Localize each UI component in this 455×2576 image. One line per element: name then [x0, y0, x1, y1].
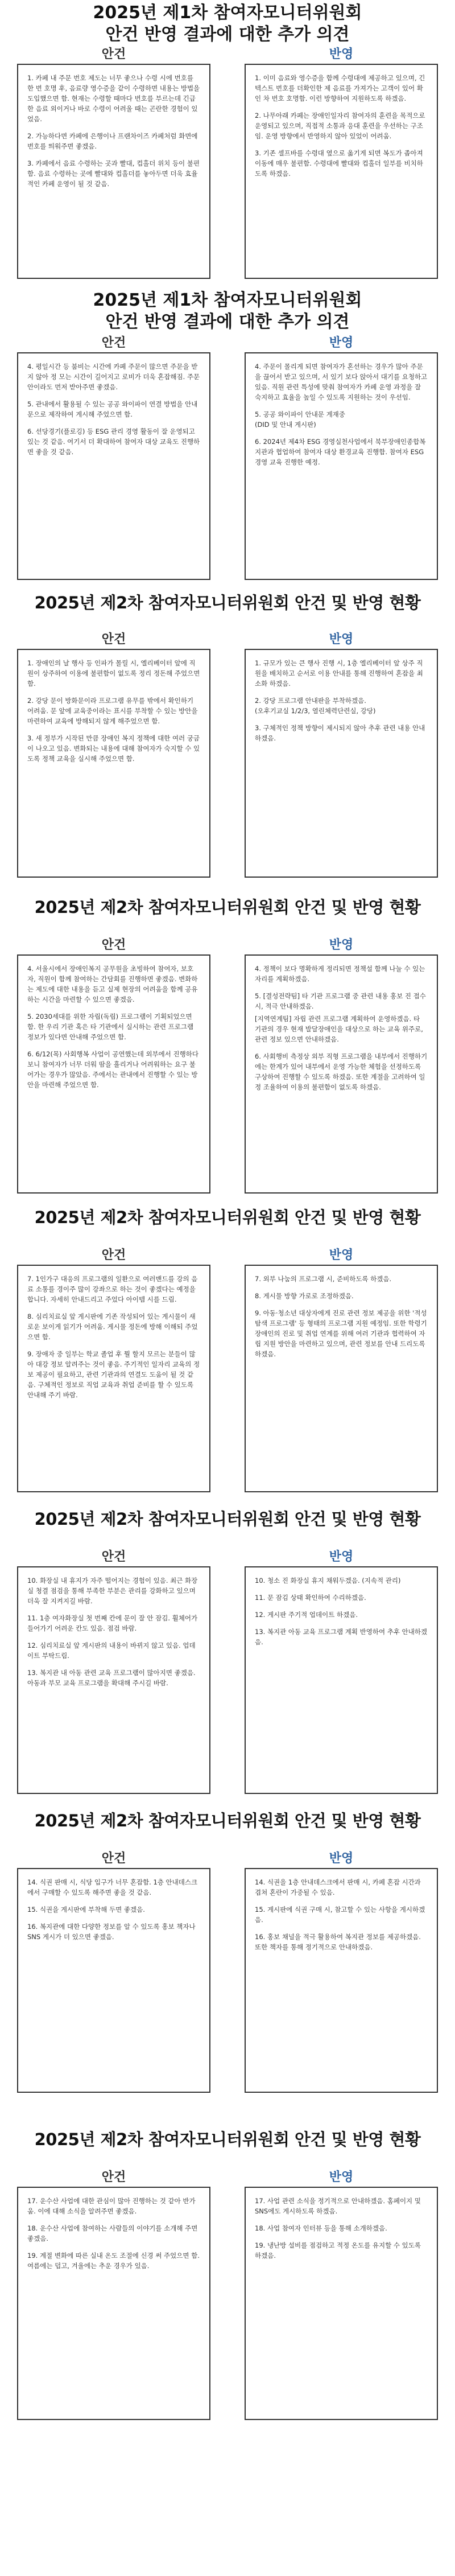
reflection-header: 반영	[329, 938, 354, 952]
reflection-header: 반영	[329, 1248, 354, 1262]
agenda-item: 4. 평일시간 등 붐비는 시간에 카페 주문이 많으면 주문을 받지 않아 정 모는 시간이 길어지고 로비가 더욱 혼잡해짐. 주문안이라도 먼저 받아주면 좋겠음.	[27, 363, 200, 391]
reflection-box	[245, 64, 438, 279]
agenda-item: 3. 카페에서 음료 수령하는 곳과 빨대, 컵홀더 위치 등이 불편함. 음료 수령하는 곳에 빨대와 컵홀더를 놓아두면 더욱 효율적인 카페 운영이 될 것 같음.	[27, 159, 200, 188]
agenda-item: 14. 식권 판매 시, 식당 입구가 너무 혼잡함. 1층 안내데스크에서 구매할 수 있도록 해주면 좋을 것 같음.	[27, 1878, 198, 1896]
reflection-header: 반영	[329, 1851, 354, 1866]
agenda-item: 12. 심리치료실 앞 게시판의 내용이 바뀌지 않고 있음. 업데이트 부탁드림.	[27, 1641, 196, 1660]
reflection-item: 16. 홍보 채널을 적극 활용하여 복지관 정보를 제공하겠음. 또한 책자를 통해 정기적으로 안내하겠음.	[255, 1933, 421, 1951]
reflection-item: 18. 사업 참여자 인터뷰 등을 통해 소개하겠음.	[255, 2224, 387, 2232]
agenda-item: 4. 서울시에서 장애인복지 공무원을 초빙하여 참여자, 보호자, 직원이 함께 참여하는 간담회를 진행하면 좋겠음. 변화하는 제도에 대한 내용을 듣고 실제 현장의 어려움을 함께 공유하는 시간을 마련할 수 있으면 좋겠음.	[27, 965, 198, 1003]
section-title: 2025년 제2차 참여자모니터위원회 안건 및 반영 현황	[34, 593, 421, 612]
agenda-item: 19. 계절 변화에 따른 실내 온도 조절에 신경 써 주었으면 함. 여름에는 덥고, 겨울에는 추운 경우가 있음.	[27, 2252, 200, 2270]
reflection-item: 11. 문 잠김 상태 확인하여 수리하겠음.	[255, 1594, 366, 1602]
reflection-item: [지역연계팀] 자립 관련 프로그램 계획하여 운영하겠음. 타 기관의 경우 현재 발달장애인을 대상으로 하는 교육 위주로, 관련 정보 있으면 안내하겠음.	[255, 1015, 423, 1043]
agenda-header: 안건	[101, 336, 126, 350]
agenda-item: 5. 관내에서 활용될 수 있는 공공 와이파이 연결 방법을 안내문으로 제작하여 게시해 주었으면 함.	[27, 400, 198, 418]
agenda-item: 1. 장애인의 날 행사 등 인파가 몰릴 시, 엘리베이터 앞에 직원이 상주하여 이용에 불편함이 없도록 정리 정돈해 주었으면 함.	[27, 659, 200, 688]
reflection-item: 6. 2024년 제4차 ESG 경영실천사업에서 북부장애인종합복지관과 협업하여 참여자 대상 환경교육 진행함. 참여자 ESG 경영 교육 진행한 예정.	[255, 438, 426, 466]
agenda-header: 안건	[101, 2170, 126, 2184]
agenda-item: 18. 운수산 사업에 참여하는 사람들의 이야기를 소개해 주면 좋겠음.	[27, 2224, 198, 2242]
reflection-item: 2. 강당 프로그램 안내판을 부착하겠음.	[255, 697, 366, 705]
section-title	[0, 290, 455, 333]
agenda-item: 16. 복지관에 대한 다양한 정보를 알 수 있도록 홍보 책자나 SNS 게시가 더 있으면 좋겠음.	[27, 1923, 196, 1941]
title-line-2: 안건 반영 결과에 대한 추가 의견	[105, 312, 350, 332]
agenda-item: 13. 복지관 내 아동 관련 교육 프로그램이 많아지면 좋겠음. 아동과 부모 교육 프로그램을 확대해 주시길 바람.	[27, 1669, 196, 1687]
reflection-item: 8. 게시물 방향 가로로 조정하겠음.	[255, 1292, 354, 1300]
agenda-item: 6. 6/12(목) 사회행복 사업이 공연했는데 외부에서 진행하다보니 참여자가 너무 더워 땀을 흘리거나 어려워하는 요구 불어가는 경우가 많았음. 주에서는 관내에서 진행할 수 있는 방안을 마련해 주었으면 함.	[27, 1050, 198, 1089]
reflection-box	[245, 649, 438, 878]
agenda-box	[17, 352, 210, 580]
agenda-item: 15. 식권을 게시판에 부착해 두면 좋겠음.	[27, 1906, 145, 1914]
reflection-item: 2. 나무아래 카페는 장애인일자리 참여자의 훈련을 목적으로 운영되고 있으며, 직접적 소통과 응대 훈련을 우선하는 구조임. 운영 방향에서 반영하지 않아 있었이 어려움.	[255, 112, 425, 140]
agenda-box	[17, 954, 210, 1194]
reflection-item: 17. 사업 관련 소식을 정기적으로 안내하겠음. 홈페이지 및 SNS에도 게시하도록 하겠음.	[255, 2197, 421, 2215]
reflection-item: (오후기교실 1/2/3, 열린체력단련실, 강당)	[255, 707, 376, 715]
reflection-header: 반영	[329, 47, 354, 61]
reflection-item: (DID 및 안내 게시판)	[255, 421, 316, 429]
reflection-header: 반영	[329, 1550, 354, 1564]
agenda-item: 2. 강당 문이 방화문이라 프로그램 유무를 밖에서 확인하기 어려움. 문 앞에 교육중이라는 표시를 부착할 수 있는 방안을 마련하여 교육에 방해되지 않게 해주었으면 함.	[27, 697, 198, 725]
agenda-header: 안건	[101, 938, 126, 952]
agenda-item: 17. 운수산 사업에 대한 관심이 많아 진행하는 것 같아 반가움. 이에 대해 소식을 알려주면 좋겠음.	[27, 2197, 196, 2215]
agenda-header: 안건	[101, 1550, 126, 1564]
agenda-box	[17, 64, 210, 279]
section-title: 2025년 제2차 참여자모니터위원회 안건 및 반영 현황	[34, 2130, 421, 2149]
agenda-item: 9. 장애자 중 일부는 학교 졸업 후 뭘 할지 모르는 분들이 많아 대강 정보 알려주는 것이 좋음. 주기적인 일자리 교육의 정보 제공이 필요하고, 관련 기관과의 연결도 도움이 될 것 같음. 구체적인 정보로 직업 교육과 취업 준비를 할 수 있도록 안내해 주기 바람.	[27, 1350, 200, 1399]
reflection-item: 4. 주문이 몰리게 되면 참여자가 혼선하는 경우가 많아 주문을 끊어서 받고 있으며, 서 있기 보다 앉아서 대기를 요청하고 있음. 직원 관련 특성에 맞춰 참여자가 카페 운영 과정을 잘 숙지하고 효율을 높일 수 있도록 지원하는 것이 우선임.	[255, 363, 428, 401]
reflection-header: 반영	[329, 632, 354, 647]
reflection-item: 9. 아동·청소년 대상자에게 진로 관련 정보 제공을 위한 '적성 탐색 프로그램' 등 형태의 프로그램 지원 예정임. 또한 학령기 장애인의 진로 및 취업 연계를 위해 여러 기관과 협력하여 자립 지원 방안을 마련하고 있으며, 관련 정보를 안내 드리도록 하겠음.	[255, 1309, 427, 1358]
reflection-item: 12. 게시판 주기적 업데이트 하겠음.	[255, 1611, 358, 1619]
reflection-item: 3. 기존 셀프바를 수령대 옆으로 옮기게 되면 복도가 좁아져 이동에 매우 불편함. 수령대에 빨대와 컵홀더 일부를 비치하도록 하겠음.	[255, 149, 423, 178]
reflection-box	[245, 1265, 438, 1492]
reflection-item: 13. 복지관 아동 교육 프로그램 계획 반영하여 추후 안내하겠음.	[255, 1628, 428, 1646]
reflection-item: 15. 게시판에 식권 구매 시, 참고할 수 있는 사항을 게시하겠음.	[255, 1906, 425, 1924]
section-title: 2025년 제2차 참여자모니터위원회 안건 및 반영 현황	[34, 1509, 421, 1529]
reflection-item: 19. 냉난방 설비를 점검하고 적정 온도를 유지할 수 있도록 하겠음.	[255, 2241, 421, 2260]
reflection-box	[245, 352, 438, 580]
agenda-item: 1. 카페 내 주문 번호 제도는 너무 좋으나 수령 시에 번호를 한 번 호명 후, 음료량 영수증을 같이 수령하면 내용는 방법을 도입했으면 함. 현재는 수령할 때마다 번호를 부르는데 긴급한 음료 외이거나 바로 수령이 어려울 때는 곤란한 경험이 있었음.	[27, 74, 200, 123]
reflection-box	[245, 1566, 438, 1794]
agenda-box	[17, 1265, 210, 1492]
section-title: 2025년 제2차 참여자모니터위원회 안건 및 반영 현황	[34, 1208, 421, 1227]
agenda-item: 11. 1층 여자화장실 첫 번째 칸에 문이 잘 안 잠김. 휠체어가 들어가기 어려운 칸도 있음. 점검 바람.	[27, 1614, 198, 1632]
reflection-box	[245, 2187, 438, 2420]
agenda-header: 안건	[101, 1248, 126, 1262]
agenda-item: 8. 심리치료실 앞 게시판에 기존 작성되어 있는 게시물이 새로운 보이게 읽기가 어려움. 게시물 정돈에 방해 이해되 주었으면 함.	[27, 1312, 198, 1341]
agenda-item: 5. 2030세대를 위한 자립(독립) 프로그램이 기획되었으면 함. 한 우리 기관 혹은 타 기관에서 실시하는 관련 프로그램 정보가 있다면 안내해 주었으면 함.	[27, 1013, 194, 1041]
reflection-box	[245, 954, 438, 1194]
reflection-box	[245, 1868, 438, 2093]
title-line-2: 안건 반영 결과에 대한 추가 의견	[105, 24, 350, 44]
reflection-item: 3. 구체적인 정책 방향이 제시되지 않아 추후 관련 내용 안내하겠음.	[255, 724, 425, 742]
title-line-1: 2025년 제1차 참여자모니터위원회	[93, 3, 362, 23]
reflection-item: 5. 공공 와이파이 안내문 게재중	[255, 410, 345, 418]
agenda-item: 10. 화장실 내 휴지가 자주 떨어지는 경험이 있음. 최근 화장실 청결 점검을 통해 부족한 부분은 관리를 강화하고 있으며 더욱 잘 지켜지길 바람.	[27, 1577, 198, 1605]
reflection-item: 7. 외부 나눔의 프로그램 시, 준비하도록 하겠음.	[255, 1275, 392, 1283]
title-line-1: 2025년 제1차 참여자모니터위원회	[93, 290, 362, 310]
reflection-item: 1. 규모가 있는 큰 행사 진행 시, 1층 엘리베이터 앞 상주 직원을 배치하고 순서로 이용 안내를 통해 진행하여 혼잡을 최소화 하겠음.	[255, 659, 423, 688]
section-title: 2025년 제2차 참여자모니터위원회 안건 및 반영 현황	[34, 1811, 421, 1830]
agenda-header: 안건	[101, 632, 126, 647]
reflection-header: 반영	[329, 336, 354, 350]
reflection-item: 5. [결성전략팀] 타 기관 프로그램 중 관련 내용 홍보 진 접수 시, 적극 안내하겠음.	[255, 992, 426, 1010]
reflection-item: 14. 식권을 1층 안내데스크에서 판매 시, 카페 혼잡 시간과 겹쳐 혼란이 가중될 수 있음.	[255, 1878, 421, 1896]
agenda-box	[17, 2187, 210, 2420]
reflection-item: 1. 이미 음료와 영수증을 함께 수령대에 제공하고 있으며, 긴 텍스트 번호를 더확인한 제 음료를 가져가는 고객이 있어 확인 차 번호 호명함. 이런 방향하여 지원하도록 하겠음.	[255, 74, 425, 102]
section-title: 2025년 제2차 참여자모니터위원회 안건 및 반영 현황	[34, 898, 421, 917]
reflection-header: 반영	[329, 2170, 354, 2184]
agenda-item: 2. 가능하다면 카페에 은행이나 프랜차이즈 카페처럼 화면에 번호를 띄워주면 좋겠음.	[27, 132, 198, 150]
agenda-header: 안건	[101, 47, 126, 61]
agenda-item: 6. 선당경기(플로깅) 등 ESG 관리 경영 활동이 잘 운영되고 있는 것 같음. 여기서 더 확대하여 참여자 대상 교육도 진행하면 좋을 것 같음.	[27, 427, 200, 456]
reflection-item: 10. 청소 진 화장실 휴지 채워두겠음. (지속적 관리)	[255, 1577, 401, 1585]
agenda-box	[17, 1566, 210, 1794]
agenda-item: 3. 새 정부가 시작된 만큼 장애인 복지 정책에 대한 여러 궁금이 나오고 있음. 변화되는 내용에 대해 참여자가 숙지할 수 있도록 정책 교육을 실시해 주었으면 함.	[27, 734, 200, 763]
agenda-box	[17, 649, 210, 878]
agenda-box	[17, 1868, 210, 2093]
reflection-item: 4. 정책이 보다 명확하게 정리되면 정책설 함께 나눌 수 있는 자리를 계획하겠음.	[255, 965, 425, 983]
reflection-item: 6. 사회행비 측정상 외부 직형 프로그램을 내부에서 진행하기에는 한계가 있어 내부에서 운영 가능한 체험을 선정하도록 구상하여 진행할 수 있도록 하겠음. 또한 계절을 고려하여 일정 조율하여 이용의 불편함이 없도록 하겠음.	[255, 1052, 428, 1091]
section-title	[0, 2, 455, 46]
agenda-item: 7. 1인가구 대응의 프로그램의 일환으로 여러밴드를 강의 음료 소통를 경이주 많이 강좌으로 하는 것이 좋겠다는 예정을 합니다. 자세히 안내드리고 주었다 아이템 시를 드림.	[27, 1275, 198, 1303]
agenda-header: 안건	[101, 1851, 126, 1866]
